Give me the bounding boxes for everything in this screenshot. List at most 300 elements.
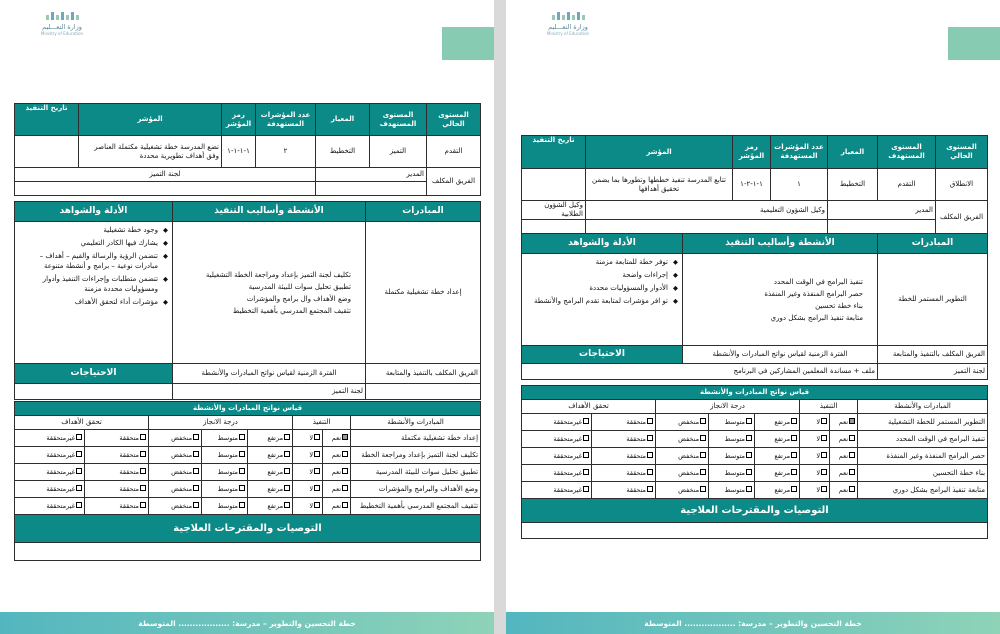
measure-option[interactable] (709, 465, 755, 482)
logo-arabic-text: وزارة التعـــليم (42, 23, 82, 31)
measure-option[interactable] (293, 481, 323, 498)
checkbox-icon[interactable] (314, 485, 320, 491)
indicator-code-value: ١-١-١-١ (222, 136, 256, 168)
option-label: غيرمتحققة (46, 450, 76, 459)
measure-title: قياس نواتج المبادرات والأنشطة (15, 402, 481, 416)
measure-option[interactable] (85, 464, 149, 481)
page-footer (506, 612, 1000, 634)
document-page-left (0, 0, 494, 634)
evidence-item: ◆ تو افر مؤشرات لمتابعة تقدم البرامج والأنشطة (524, 296, 678, 306)
measure-row-name: متابعة تنفيذ البرامج بشكل دوري (858, 482, 988, 499)
indicator-count-header: عدد المؤشرات المستهدفة (771, 136, 828, 169)
option-label: مرتفع (267, 467, 284, 476)
checkbox-icon[interactable] (76, 451, 82, 457)
standard-value: التخطيط (316, 136, 370, 168)
checkbox-icon[interactable] (76, 485, 82, 491)
measure-option[interactable] (800, 482, 830, 499)
evidence-item: ◆ تتضمن متطلبات وإجراءات التنفيذ وأدوار ومسؤوليات محددة مزمنة (17, 274, 168, 294)
option-label: متوسط (724, 468, 746, 477)
option-label: متوسط (724, 417, 746, 426)
checkbox-icon[interactable] (647, 452, 653, 458)
option-label: مرتفع (774, 468, 791, 477)
checkbox-icon[interactable] (647, 469, 653, 475)
checkbox-icon[interactable] (700, 418, 706, 424)
activities-header: الأنشطة وأساليب التنفيذ (683, 234, 878, 254)
ministry-logo (28, 12, 96, 42)
checkbox-icon[interactable] (791, 435, 797, 441)
option-label: متحققة (626, 434, 647, 443)
indicator-code-header: رمز المؤشر (733, 136, 771, 169)
exec-date-value (15, 136, 79, 168)
option-label: منخفض (678, 485, 700, 494)
measure-option[interactable] (522, 414, 592, 431)
option-label: منخفض (678, 451, 700, 460)
needs-header: الاحتياجات (522, 346, 683, 364)
needs-value: ملف + مساندة المعلمين المشاركين في البرنامج (522, 364, 878, 380)
measure-option[interactable] (202, 498, 248, 515)
measure-option[interactable] (709, 448, 755, 465)
target-level-header: المستوى المستهدف (370, 104, 427, 136)
followup-team-value: لجنة التميز (173, 384, 366, 400)
checkbox-icon[interactable] (700, 452, 706, 458)
team-empty-cell (15, 182, 316, 196)
activity-item: بناء خطة تحسين (815, 301, 863, 310)
measure-row-name: تطبيق تحليل سوات للبيئة المدرسية (351, 464, 481, 481)
measure-option[interactable] (149, 481, 202, 498)
standard-header: المعيار (316, 104, 370, 136)
option-label: لا (309, 484, 314, 493)
evidence-item: ◆ يشارك فيها الكادر التعليمي (17, 238, 168, 248)
measure-option[interactable] (830, 465, 858, 482)
measure-option[interactable] (755, 448, 800, 465)
evidence-item: ◆ الأدوار والمسؤوليات محددة (524, 283, 678, 293)
option-label: مرتفع (774, 417, 791, 426)
measure-option[interactable] (800, 448, 830, 465)
option-label: منخفض (678, 434, 700, 443)
initiatives-header: المبادرات (366, 202, 481, 222)
checkbox-icon[interactable] (342, 502, 348, 508)
team-empty-cell (586, 220, 828, 234)
option-label: لا (309, 433, 314, 442)
checkbox-icon[interactable] (314, 502, 320, 508)
measure-option[interactable] (592, 448, 656, 465)
checkbox-icon[interactable] (647, 435, 653, 441)
activity-item: وضع الأهداف وال برامج والمؤشرات (246, 294, 351, 303)
option-label: متحققة (119, 501, 140, 510)
measure-option[interactable] (323, 430, 351, 447)
checkbox-icon[interactable] (700, 469, 706, 475)
measure-option[interactable] (522, 448, 592, 465)
activity-item: تكليف لجنة التميز بإعداد ومراجعة الخطة التشغيلية (205, 270, 351, 279)
checkbox-icon[interactable] (140, 485, 146, 491)
measure-option[interactable] (85, 481, 149, 498)
measure-row (522, 465, 988, 482)
option-label: منخفض (171, 467, 193, 476)
option-label: منخفض (171, 450, 193, 459)
measure-row-name: التطوير المستمر للخطة التشغيلية (858, 414, 988, 431)
checkbox-icon[interactable] (583, 469, 589, 475)
followup-team-label: الفريق المكلف بالتنفيذ والمتابعة (366, 364, 481, 384)
measure-option[interactable] (830, 448, 858, 465)
measurement-table (521, 385, 988, 539)
team-empty-cell (828, 220, 936, 234)
option-label: غيرمتحققة (553, 417, 583, 426)
team-label: الفريق المكلف (936, 201, 988, 234)
measure-option[interactable] (248, 447, 293, 464)
measure-option[interactable] (656, 448, 709, 465)
team-label: الفريق المكلف (427, 168, 481, 196)
checkbox-icon[interactable] (700, 435, 706, 441)
measure-row (522, 448, 988, 465)
checkbox-icon[interactable] (821, 452, 827, 458)
measure-row-name: حصر البرامج المنفذة وغير المنفذة (858, 448, 988, 465)
option-label: لا (816, 451, 821, 460)
measure-option[interactable] (202, 447, 248, 464)
measure-option[interactable] (755, 414, 800, 431)
checkbox-icon[interactable] (193, 434, 199, 440)
option-label: غيرمتحققة (553, 451, 583, 460)
measure-option[interactable] (202, 430, 248, 447)
option-label: مرتفع (267, 450, 284, 459)
evidence-item: ◆ تتضمن الرؤية والرسالة والقيم – أهداف – مبادرات نوعية – برامج و أنشطة متنوعة (17, 251, 168, 271)
checkbox-icon[interactable] (193, 451, 199, 457)
measure-option[interactable] (522, 482, 592, 499)
measure-option[interactable] (293, 498, 323, 515)
measure-option[interactable] (293, 430, 323, 447)
col-items-header: المبادرات والأنشطة (351, 416, 481, 430)
checkbox-icon[interactable] (700, 486, 706, 492)
measure-option[interactable] (15, 464, 85, 481)
checkbox-icon[interactable] (140, 434, 146, 440)
checkbox-icon[interactable] (746, 452, 752, 458)
option-label: متوسط (724, 434, 746, 443)
measure-row (15, 464, 481, 481)
measure-option[interactable] (248, 430, 293, 447)
measurement-table (14, 401, 481, 561)
option-label: متوسط (724, 451, 746, 460)
measure-option[interactable] (755, 431, 800, 448)
activity-item: تطبيق تحليل سوات للبيئة المدرسية (248, 282, 351, 291)
checkbox-icon[interactable] (849, 469, 855, 475)
checkbox-icon[interactable] (647, 418, 653, 424)
measure-option[interactable] (755, 482, 800, 499)
checkbox-icon[interactable] (239, 451, 245, 457)
measure-option[interactable] (149, 464, 202, 481)
checkbox-icon[interactable] (284, 468, 290, 474)
target-level-value: التقدم (878, 169, 936, 201)
checkbox-icon[interactable] (791, 452, 797, 458)
measure-option[interactable] (592, 482, 656, 499)
initiatives-table (14, 201, 481, 400)
checkbox-icon[interactable] (821, 418, 827, 424)
exec-date-value (522, 169, 586, 201)
measure-option[interactable] (248, 498, 293, 515)
measure-option[interactable] (293, 447, 323, 464)
activities-header: الأنشطة وأساليب التنفيذ (173, 202, 366, 222)
target-level-value: التميز (370, 136, 427, 168)
option-label: متحققة (119, 433, 140, 442)
evidence-item: ◆ مؤشرات أداء لتحقق الأهداف (17, 297, 168, 307)
measure-option[interactable] (323, 464, 351, 481)
checkbox-icon[interactable] (583, 435, 589, 441)
indicator-text: تتابع المدرسة تنفيذ خططها وتطورها بما يضمن تحقيق أهدافها (586, 169, 733, 201)
initiatives-table (521, 233, 988, 380)
checkbox-icon[interactable] (140, 451, 146, 457)
measure-option[interactable] (15, 481, 85, 498)
measure-title: قياس نواتج المبادرات والأنشطة (522, 386, 988, 400)
option-label: لا (816, 485, 821, 494)
team-value: لجنة التميز (15, 168, 316, 182)
option-label: متحققة (626, 485, 647, 494)
indicator-count-value: ٢ (256, 136, 316, 168)
measure-option[interactable] (293, 464, 323, 481)
checkbox-icon[interactable] (849, 486, 855, 492)
followup-team-value: لجنة التميز (878, 364, 988, 380)
initiative-text: إعداد خطة تشغيلية مكتملة (366, 222, 481, 364)
measure-option[interactable] (656, 465, 709, 482)
option-label: غيرمتحققة (46, 467, 76, 476)
measure-option[interactable] (522, 465, 592, 482)
option-label: لا (309, 467, 314, 476)
measure-option[interactable] (830, 482, 858, 499)
option-label: نعم (838, 485, 849, 494)
measure-option[interactable] (202, 481, 248, 498)
measure-option[interactable] (800, 414, 830, 431)
option-label: منخفض (678, 417, 700, 426)
checkbox-icon[interactable] (239, 485, 245, 491)
indicator-code-value: ١-١-٢-١ (733, 169, 771, 201)
checkbox-icon[interactable] (746, 486, 752, 492)
measure-option[interactable] (323, 481, 351, 498)
option-label: متوسط (217, 467, 239, 476)
option-label: نعم (838, 434, 849, 443)
checkbox-icon[interactable] (284, 434, 290, 440)
measure-row (522, 431, 988, 448)
document-page-right (506, 0, 1000, 634)
team-edu-deputy: وكيل الشؤون التعليمية (586, 201, 828, 220)
measure-row-name: تنفيذ البرامج في الوقت المحدد (858, 431, 988, 448)
initiatives-header: المبادرات (878, 234, 988, 254)
option-label: متوسط (724, 485, 746, 494)
checkbox-icon[interactable] (314, 451, 320, 457)
option-label: غيرمتحققة (46, 501, 76, 510)
evidence-header: الأدلة والشواهد (15, 202, 173, 222)
option-label: لا (816, 434, 821, 443)
activity-item: متابعة تنفيذ البرامج بشكل دوري (770, 313, 863, 322)
measure-option[interactable] (85, 498, 149, 515)
measure-option[interactable] (592, 465, 656, 482)
measure-option[interactable] (656, 482, 709, 499)
option-label: نعم (331, 467, 342, 476)
activity-item: حصر البرامج المنفذة وغير المنفذة (764, 289, 863, 298)
measure-option[interactable] (709, 431, 755, 448)
checkbox-icon[interactable] (583, 418, 589, 424)
checkbox-icon[interactable] (342, 485, 348, 491)
measure-option[interactable] (830, 414, 858, 431)
col-items-header: المبادرات والأنشطة (858, 400, 988, 414)
period-label: الفترة الزمنية لقياس نواتج المبادرات والأنشطة (173, 364, 366, 384)
col-goals-header: تحقق الأهداف (15, 416, 149, 430)
option-label: منخفض (678, 468, 700, 477)
measure-option[interactable] (592, 431, 656, 448)
option-label: نعم (838, 451, 849, 460)
option-label: متوسط (217, 484, 239, 493)
checkbox-icon[interactable] (746, 418, 752, 424)
checkbox-icon[interactable] (193, 468, 199, 474)
option-label: مرتفع (774, 434, 791, 443)
standard-header: المعيار (828, 136, 878, 169)
option-label: متحققة (119, 450, 140, 459)
ministry-logo (534, 12, 602, 42)
activity-item: تثقيف المجتمع المدرسي بأهمية التخطيط (232, 306, 351, 315)
checkbox-icon[interactable] (239, 434, 245, 440)
measure-option[interactable] (709, 414, 755, 431)
measure-option[interactable] (800, 431, 830, 448)
measure-option[interactable] (15, 447, 85, 464)
measure-row (522, 414, 988, 431)
plan-header-table (521, 135, 988, 234)
checkbox-icon[interactable] (821, 469, 827, 475)
current-level-header: المستوى الحالي (936, 136, 988, 169)
checkbox-icon[interactable] (583, 452, 589, 458)
checkbox-icon[interactable] (746, 469, 752, 475)
needs-value (15, 384, 173, 400)
option-label: غيرمتحققة (553, 434, 583, 443)
measure-option[interactable] (323, 447, 351, 464)
checkbox-icon[interactable] (76, 434, 82, 440)
indicator-count-value: ١ (771, 169, 828, 201)
checkbox-icon[interactable] (284, 451, 290, 457)
measure-option[interactable] (149, 430, 202, 447)
option-label: مرتفع (267, 501, 284, 510)
option-label: غيرمتحققة (553, 468, 583, 477)
evidence-cell (15, 222, 173, 364)
logo-arabic-text: وزارة التعـــليم (548, 23, 588, 31)
measure-option[interactable] (85, 447, 149, 464)
footer-text: خطة التحسين والتطوير – مدرسة: .................. المتوسطة (644, 618, 862, 628)
footer-text: خطة التحسين والتطوير – مدرسة: .................. المتوسطة (138, 618, 356, 628)
option-label: متحققة (626, 417, 647, 426)
measure-option[interactable] (149, 447, 202, 464)
activities-cell (173, 222, 366, 364)
checkbox-icon[interactable] (193, 502, 199, 508)
checkbox-icon[interactable] (342, 434, 348, 440)
checkbox-icon[interactable] (849, 435, 855, 441)
current-level-header: المستوى الحالي (427, 104, 481, 136)
option-label: نعم (331, 433, 342, 442)
followup-team-label: الفريق المكلف بالتنفيذ والمتابعة (878, 346, 988, 364)
measure-option[interactable] (149, 498, 202, 515)
current-level-value: الانطلاق (936, 169, 988, 201)
checkbox-icon[interactable] (284, 502, 290, 508)
measure-option[interactable] (800, 465, 830, 482)
option-label: لا (309, 501, 314, 510)
measure-row (522, 482, 988, 499)
team-empty-cell (316, 182, 427, 196)
measure-option[interactable] (85, 430, 149, 447)
team-empty-cell (522, 220, 586, 234)
checkbox-icon[interactable] (342, 451, 348, 457)
checkbox-icon[interactable] (239, 468, 245, 474)
measure-option[interactable] (522, 431, 592, 448)
logo-english-text: Ministry of Education (40, 31, 84, 36)
initiative-text: التطوير المستمر للخطة (878, 254, 988, 346)
measure-option[interactable] (592, 414, 656, 431)
measure-row-name: إعداد خطة تشغيلية مكتملة (351, 430, 481, 447)
checkbox-icon[interactable] (140, 502, 146, 508)
option-label: لا (309, 450, 314, 459)
indicator-code-header: رمز المؤشر (222, 104, 256, 136)
option-label: مرتفع (267, 433, 284, 442)
checkbox-icon[interactable] (849, 452, 855, 458)
checkbox-icon[interactable] (583, 486, 589, 492)
checkbox-icon[interactable] (193, 485, 199, 491)
evidence-cell (522, 254, 683, 346)
corner-accent-block (442, 27, 494, 60)
measure-row (15, 430, 481, 447)
checkbox-icon[interactable] (647, 486, 653, 492)
checkbox-icon[interactable] (849, 418, 855, 424)
evidence-item: ◆ توفر خطة للمتابعة مزمنة (524, 257, 678, 267)
evidence-header: الأدلة والشواهد (522, 234, 683, 254)
checkbox-icon[interactable] (791, 486, 797, 492)
option-label: منخفض (171, 501, 193, 510)
period-label: الفترة الزمنية لقياس نواتج المبادرات والأنشطة (683, 346, 878, 364)
measure-row-name: تثقيف المجتمع المدرسي بأهمية التخطيط (351, 498, 481, 515)
option-label: لا (816, 468, 821, 477)
measure-option[interactable] (656, 431, 709, 448)
standard-value: التخطيط (828, 169, 878, 201)
option-label: غيرمتحققة (553, 485, 583, 494)
option-label: متحققة (119, 467, 140, 476)
checkbox-icon[interactable] (284, 485, 290, 491)
measure-option[interactable] (755, 465, 800, 482)
exec-date-header: تاريخ التنفيذ (15, 104, 79, 136)
option-label: متحققة (119, 484, 140, 493)
option-label: منخفض (171, 433, 193, 442)
measure-option[interactable] (323, 498, 351, 515)
checkbox-icon[interactable] (342, 468, 348, 474)
checkbox-icon[interactable] (314, 468, 320, 474)
measure-option[interactable] (248, 481, 293, 498)
measure-option[interactable] (248, 464, 293, 481)
checkbox-icon[interactable] (76, 502, 82, 508)
checkbox-icon[interactable] (314, 434, 320, 440)
checkbox-icon[interactable] (140, 468, 146, 474)
measure-option[interactable] (830, 431, 858, 448)
director-label: المدير (316, 168, 427, 182)
team-director: المدير (828, 201, 936, 220)
checkbox-icon[interactable] (791, 418, 797, 424)
measure-option[interactable] (15, 498, 85, 515)
checkbox-icon[interactable] (821, 486, 827, 492)
measure-option[interactable] (15, 430, 85, 447)
measure-option[interactable] (202, 464, 248, 481)
measure-row (15, 481, 481, 498)
checkbox-icon[interactable] (746, 435, 752, 441)
checkbox-icon[interactable] (821, 435, 827, 441)
checkbox-icon[interactable] (239, 502, 245, 508)
checkbox-icon[interactable] (791, 469, 797, 475)
measure-option[interactable] (709, 482, 755, 499)
target-level-header: المستوى المستهدف (878, 136, 936, 169)
option-label: مرتفع (267, 484, 284, 493)
followup-empty-cell (366, 384, 481, 400)
col-exec-header: التنفيذ (293, 416, 351, 430)
activities-cell (683, 254, 878, 346)
measure-option[interactable] (656, 414, 709, 431)
checkbox-icon[interactable] (76, 468, 82, 474)
